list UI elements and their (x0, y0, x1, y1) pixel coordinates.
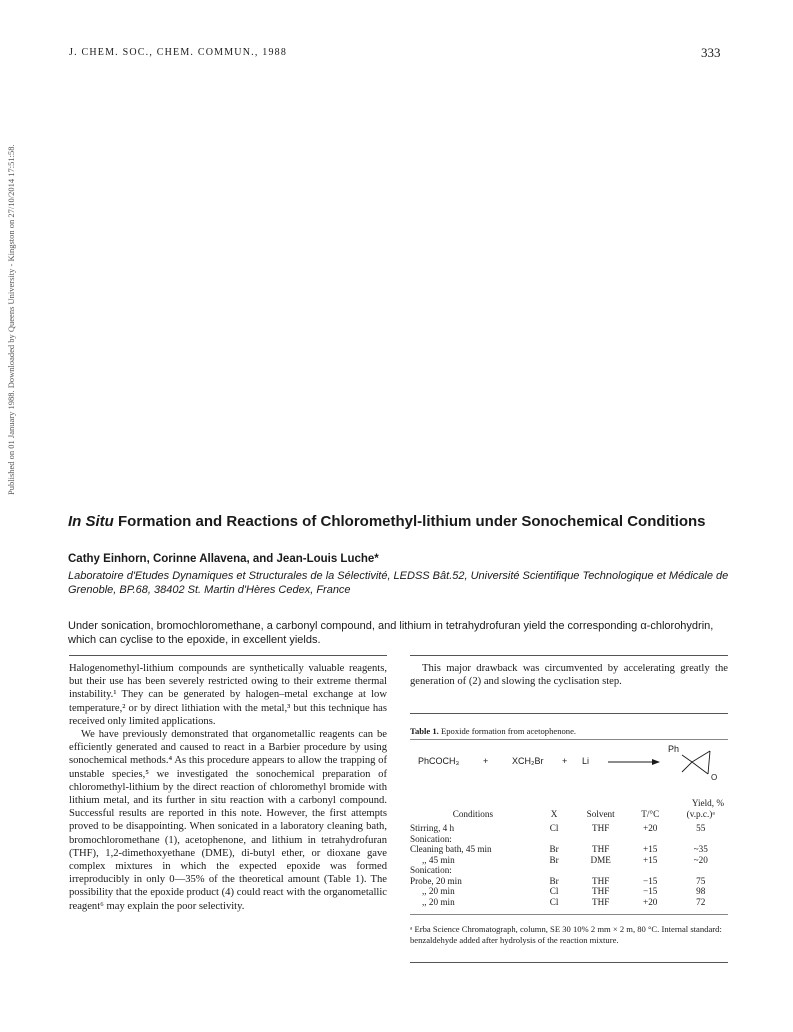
table-cell-conditions: Cleaning bath, 45 min (410, 844, 492, 854)
table-cell-solvent: THF (591, 844, 610, 854)
table-cell-solvent: DME (590, 854, 611, 865)
table-cell-yield: 72 (696, 896, 706, 907)
body-paragraph-1: Halogenomethyl-lithium compounds are synthetically valuable reagents, but their use has been severely restricted owing to their extreme thermal instability.¹ They can be generated by halogen–metal exchange at low temperature,² or by direct lithiation with the metal,³ but this technique has received only limited applications. (69, 663, 387, 727)
right-column-rule (410, 655, 728, 656)
table-row (410, 855, 730, 866)
product-oxygen-label: O (711, 773, 718, 782)
title-italic: In Situ (68, 513, 114, 530)
table-cell-solvent: THF (591, 886, 610, 896)
table-row (410, 844, 730, 855)
table-cell-solvent (572, 834, 629, 845)
table-cell-temp (629, 834, 672, 845)
table-cell-temp (629, 865, 672, 876)
table-cell-conditions: Sonication: (410, 865, 452, 875)
col-header-conditions: Conditions (452, 808, 494, 819)
table-row (410, 886, 730, 897)
body-paragraph-3: This major drawback was circumvented by accelerating greatly the generation of (2) and slowing the cyclisation step. (410, 663, 728, 688)
body-right-column (410, 662, 728, 688)
table-bottom-rule (410, 914, 728, 915)
body-paragraph-2: We have previously demonstrated that organometallic reagents can be efficiently generated and caused to react in a Barbier procedure by using sonochemical methods.⁴ As this procedure appears to allow the trapping of unstable species,⁵ we investigated the sonochemical preparation of chloromethyl-lithium by the direct reaction of chloromethyl bromide with lithium metal, and its further in situ reaction with a carbonyl compound. Successful results are reported in this note. However, the first attempts proved to be disappointing. When sonicated in a laboratory cleaning bath, bromochloromethane (1), acetophenone, and lithium in tetrahydrofuran (THF), 1,2-dimethoxyethane (DME), di-butyl ether, or dioxane gave complex mixtures in which the expected epoxide was formed irreproducibly in only 0—35% of the theoretical amount (Table 1). The possibility that the epoxide product (4) could react with the organometallic reagent⁶ may explain the poor selectivity. (69, 729, 387, 912)
table-cell-x (536, 834, 573, 845)
table-row (410, 834, 730, 845)
reaction-scheme (410, 742, 730, 802)
table-cell-conditions: Probe, 20 min (410, 875, 462, 886)
title-rest: Formation and Reactions of Chloromethyl-lithium under Sonochemical Conditions (113, 513, 706, 530)
table-caption-rule (410, 739, 728, 740)
col-header-yield (672, 798, 731, 819)
table-cell-temp: +20 (643, 823, 658, 833)
table-cell-x: Cl (549, 823, 559, 833)
reactant-acetophenone: PhCOCH₃ (418, 756, 460, 766)
table-cell-solvent: THF (591, 896, 610, 907)
table-cell-conditions: ,, 20 min (422, 896, 455, 907)
col-header-temperature: T/°C (641, 808, 660, 819)
journal-header: J. CHEM. SOC., CHEM. COMMUN., 1988 (69, 47, 288, 58)
table-cell-yield: ~35 (693, 844, 708, 854)
table-row (410, 876, 730, 887)
table-cell-conditions: Sonication: (410, 833, 452, 844)
table-cell-x: Br (549, 854, 559, 865)
table-cell-temp: +15 (643, 844, 658, 854)
plus-sign: + (562, 756, 568, 766)
epoxide-structure-icon (410, 742, 730, 802)
product-phenyl-label: Ph (668, 744, 680, 754)
table-header-row (410, 798, 730, 819)
table-cell-yield (672, 865, 731, 876)
body-left-column (69, 662, 387, 913)
download-watermark: Published on 01 January 1988. Downloaded by Queens University - Kingston on 27/10/2014 17:51:58. (6, 144, 16, 496)
table-cell-solvent: THF (591, 875, 610, 886)
table-caption-text: Epoxide formation from acetophenone. (438, 726, 577, 736)
table-caption (410, 726, 576, 736)
table-cell-temp: −15 (643, 886, 658, 896)
table-cell-yield: 55 (696, 823, 706, 833)
table-row (410, 823, 730, 834)
author-list: Cathy Einhorn, Corinne Allavena, and Jean-Louis Luche* (68, 553, 379, 565)
table-cell-yield: 75 (696, 875, 706, 886)
table-cell-x: Br (549, 875, 559, 886)
col-header-yield-line2: (v.p.c.)ᵃ (686, 808, 715, 819)
col-header-x: X (550, 808, 558, 819)
table-cell-x (536, 865, 573, 876)
table-cell-temp: +20 (643, 896, 658, 907)
table-caption-label: Table 1. (410, 726, 439, 736)
table-cell-yield: ~20 (693, 854, 708, 865)
col-header-yield-line1: Yield, % (691, 798, 724, 808)
table-cell-solvent (572, 865, 629, 876)
results-table (410, 798, 730, 907)
table-row (410, 897, 730, 908)
reactant-halomethyl-bromide: XCH₂Br (512, 756, 544, 766)
page-number: 333 (701, 45, 721, 60)
left-column-rule (69, 655, 387, 656)
col-header-solvent: Solvent (586, 808, 615, 819)
article-title (68, 513, 738, 531)
table-cell-conditions: ,, 20 min (422, 886, 455, 896)
table-row (410, 865, 730, 876)
table-cell-conditions: Stirring, 4 h (410, 823, 455, 833)
affiliation: Laboratoire d'Etudes Dynamiques et Structurales de la Sélectivité, LEDSS Bât.52, Université Scientifique Technologique et Médicale de Grenoble, BP.68, 38402 St. Martin d'Hères Cedex, France (68, 570, 729, 596)
table-cell-temp: −15 (643, 875, 658, 886)
reactant-lithium: Li (582, 756, 590, 766)
abstract: Under sonication, bromochloromethane, a carbonyl compound, and lithium in tetrahydrofuran yield the corresponding α-chlorohydrin, which can cyclise to the epoxide, in excellent yields. (68, 620, 714, 646)
table-cell-x: Br (549, 844, 559, 854)
table-cell-x: Cl (549, 896, 559, 907)
table-cell-solvent: THF (591, 823, 610, 833)
table-cell-x: Cl (549, 886, 559, 896)
table-cell-yield (672, 834, 731, 845)
table-cell-temp: +15 (643, 854, 658, 865)
table-footnote: ᵃ Erba Science Chromatograph, column, SE 30 10% 2 mm × 2 m, 80 °C. Internal standard: benzaldehyde added after hydrolysis of the reaction mixture. (410, 924, 722, 945)
table-top-rule (410, 713, 728, 714)
table-cell-conditions: ,, 45 min (422, 854, 455, 865)
table-cell-yield: 98 (696, 886, 706, 896)
plus-sign: + (483, 756, 489, 766)
footnote-rule (410, 962, 728, 963)
